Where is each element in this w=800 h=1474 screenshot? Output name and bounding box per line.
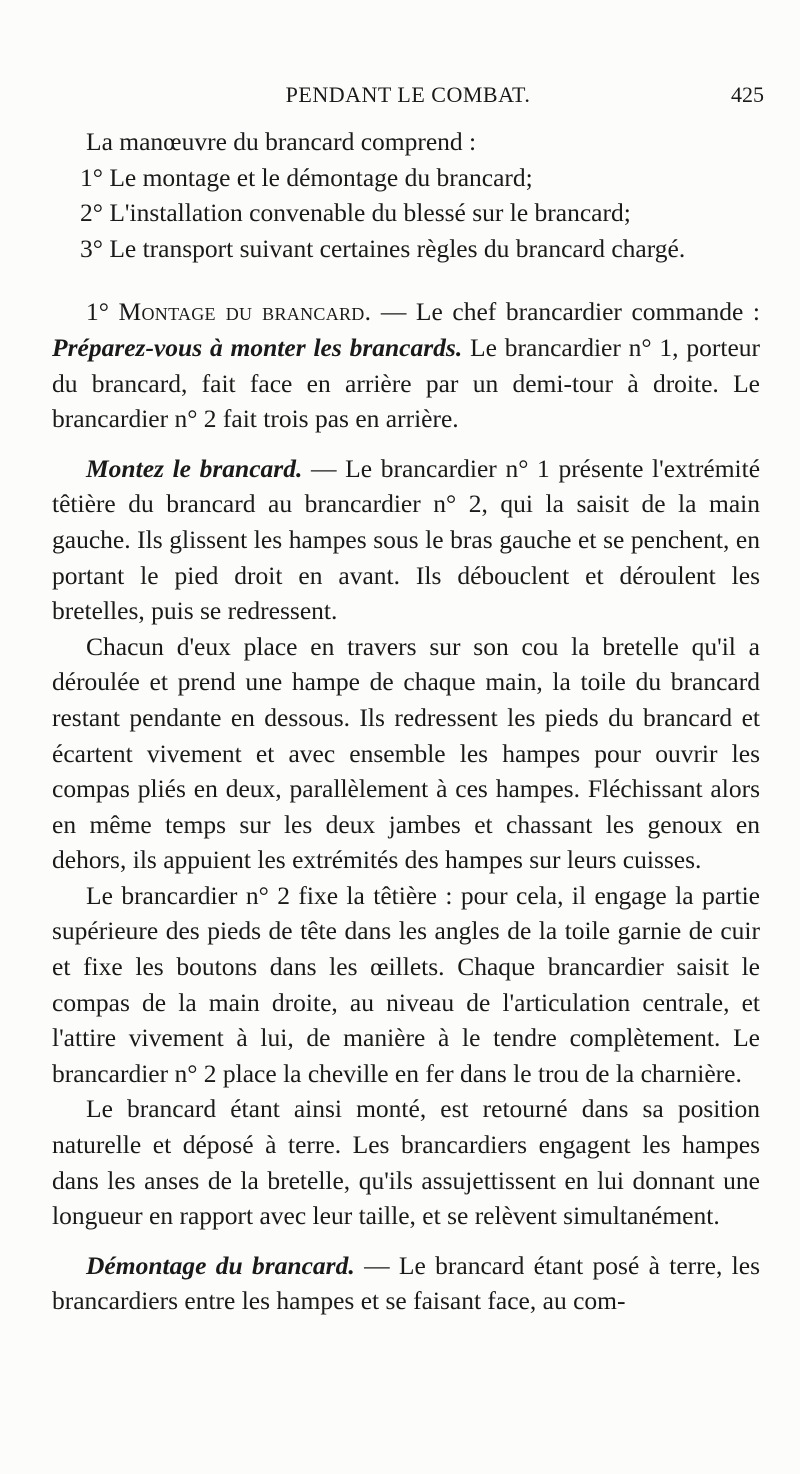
running-head: PENDANT LE COMBAT. (285, 82, 531, 107)
page-number: 425 (731, 82, 764, 107)
intro-lead: La manœuvre du brancard comprend : (86, 127, 477, 156)
paragraph-tetiere: Le brancardier n° 2 fixe la têtière : pour cela, il engage la partie supérieure des pieds de tête dans les angles de la toile garnie de cuir et fixe les boutons dans les œillets. Chaque brancardier saisit le compas de la main droite, au niveau de l'articulation centrale, et l'attire vivement à lui, de manière à le tendre complètement. Le brancardier n° 2 place la cheville en fer dans le trou de la charnière. (52, 880, 760, 1088)
paragraph-monte: Le brancard étant ainsi monté, est retourné dans sa position naturelle et déposé à terre. Les brancardiers engagent les hampes dans les anses de la bretelle, qu'ils assujettissent en lui donnant une longueur en rapport avec leur taille, et se relèvent simultanément. (52, 1094, 760, 1231)
montez-text: Le brancardier n° 1 présente l'extrémité têtière du brancard au brancardier n° 2, qui la saisit de la main gauche. Ils glissent les hampes sous le bras gauche et se penchent, en portant le pied droit en avant. Ils débouclent et déroulent les bretelles, puis se redressent. (52, 453, 761, 626)
demontage-command: Démontage du brancard. (86, 1250, 355, 1280)
demontage-text: Le brancard étant posé à terre, les brancardiers entre les hampes et se faisant face, au com- (52, 1250, 761, 1316)
demontage-paragraph (52, 1248, 760, 1319)
intro-item-2: 2° L'installation convenable du blessé sur le brancard; (80, 198, 631, 228)
montez-dash: — (302, 453, 346, 483)
demontage-dash: — (354, 1250, 399, 1280)
intro-item-1: 1° Le montage et le démontage du brancard; (80, 162, 533, 192)
montage-text-b: Le brancardier n° 1, porteur du brancard, fait face en arrière par un demi-tour à droite. Le brancardier n° 2 fait trois pas en arrière. (52, 332, 760, 434)
montez-command: Montez le brancard. (86, 453, 303, 483)
paragraph-chacun: Chacun d'eux place en travers sur son cou la bretelle qu'il a déroulée et prend une hampe de chaque main, la toile du brancard restant pendante en dessous. Ils redressent les pieds du brancard et écartent vivement et avec ensemble les hampes pour ouvrir les compas pliés en deux, parallèlement à ces hampes. Fléchissant alors en même temps sur les deux jambes et chassant les genoux en dehors, ils appuient les extrémités des hampes sur leurs cuisses. (52, 631, 760, 875)
montage-command: Préparez-vous à monter les brancards. (52, 332, 463, 362)
montage-text-a: Le chef brancardier commande : (415, 297, 760, 327)
page-body (52, 124, 760, 1319)
montage-heading: Montage du brancard. (118, 297, 372, 327)
montage-number: 1° (86, 297, 109, 327)
page-header (52, 78, 764, 112)
montage-paragraph (52, 294, 760, 436)
montage-dash: — (371, 297, 416, 327)
intro-item-3: 3° Le transport suivant certaines règles du brancard chargé. (80, 233, 686, 263)
montez-paragraph (52, 451, 760, 629)
